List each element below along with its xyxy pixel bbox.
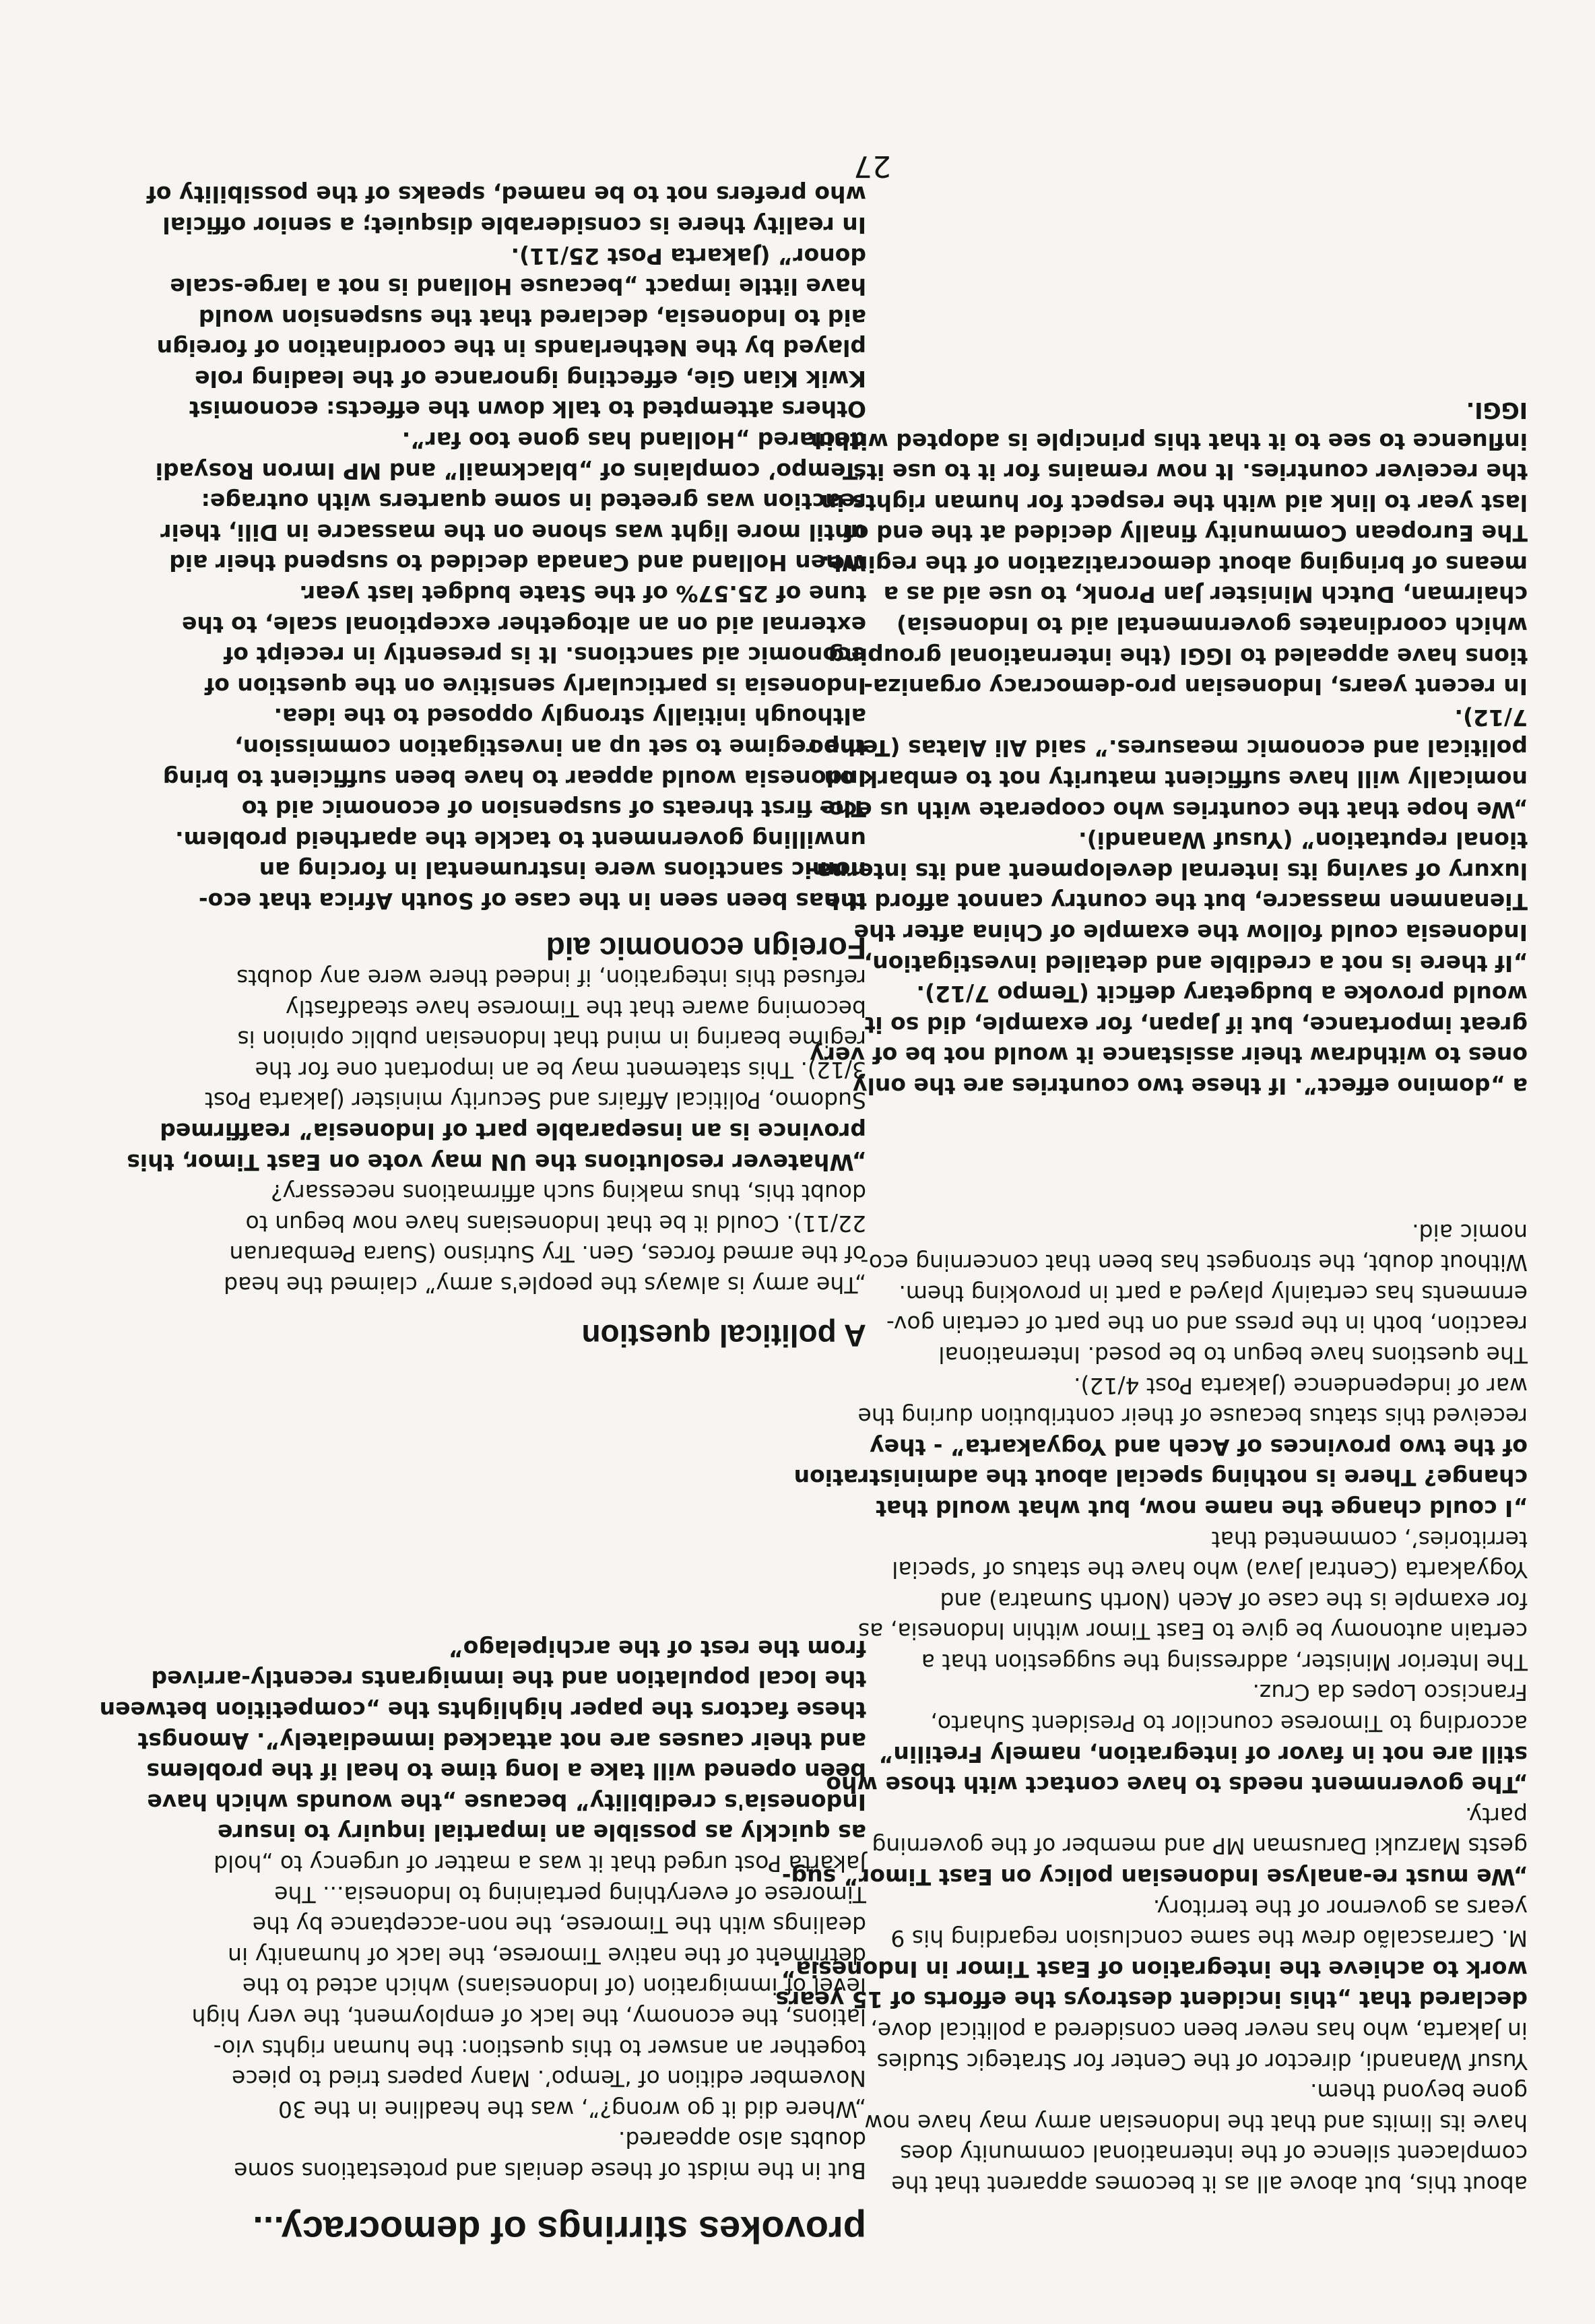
text-line: Francisco Lopes da Cruz. [1252,1679,1528,1706]
text-line: Sudomo, Political Affairs and Security minister (Jakarta Post [205,1087,866,1114]
text-line: for example is the case of Aceh (North Sumatra) and [940,1587,1528,1614]
text-line: external aid on an altogether exceptional scale, to the [181,611,866,638]
text-line: Kwik Kian Gie, effecting ignorance of the leading role [195,365,866,392]
text-line: war of independence (Jakarta Post 4/12). [1074,1372,1528,1399]
text-line: change? There is nothing special about the administration [793,1464,1528,1491]
text-line: luxury of saving its internal development and its interna- [807,858,1528,884]
text-line: which coordinates governmental aid to Indonesia) [897,612,1528,639]
text-line: „The government needs to have contact with those who [826,1772,1528,1799]
text-line: of the two provinces of Aceh and Yogyakarta” - they [870,1433,1528,1460]
text-line: a „domino effect”. If these two countries are the only [853,1073,1528,1099]
text-line: ones to withdraw their assistance it would not be of very [810,1042,1528,1069]
headline: provokes stirrings of democracy... [253,2209,866,2251]
text-line: work to achieve the integration of East Timor in Indonesia”. [773,1956,1528,1982]
text-line: Indonesia would appear to have been sufficient to bring [162,765,866,792]
text-line: although initially strongly opposed to the idea. [273,703,866,730]
text-line: together an answer to this question: the human rights vio- [213,2034,866,2061]
text-line: of the armed forces, Gen. Try Sutrisno (Suara Pembaruan [229,1241,866,1268]
text-line: dealings with the Timorese, the non-acceptance by the [252,1912,866,1939]
text-line: declared „Holland has gone too far”. [401,427,866,454]
text-line: Yusuf Wanandi, director of the Center for Strategic Studies [876,2048,1528,2075]
right-column-upper [767,1217,1528,2199]
text-line: economic aid sanctions. It is presently in receipt of [223,642,866,669]
text-line: chairman, Dutch Minister Jan Pronk, to use aid as a [883,581,1528,608]
text-line: 3/12). This statement may be an important one for the [255,1056,866,1083]
text-line: detriment of the native Timorese, the lack of humanity in [228,1942,866,1969]
text-line: nomically will have sufficient maturity not to embark on [824,766,1528,793]
text-line: have its limits and that the Indonesian army may have now [864,2109,1528,2136]
text-line: aid to Indonesia, declared that the suspension would [198,304,866,331]
text-line: Indonesia could follow the example of China after the [853,919,1528,946]
text-line: doubts also appeared. [618,2127,866,2154]
text-line: received this status because of their contribution during the [857,1403,1528,1430]
text-line: 22/11). Could it be that Indonesians have now begun to [245,1210,866,1237]
text-line: „The army is always the people's army” claimed the head [224,1272,866,1298]
text-line: from the rest of the archipelago” [448,1635,866,1662]
text-line: lations, the economy, the lack of employment, the very high [191,2004,866,2031]
text-line: The first threats of suspension of economic aid to [241,796,866,822]
text-line: last year to link aid with the respect for human rights in [820,489,1528,516]
text-line: would provoke a budgetary deficit (Tempo 7/12). [916,981,1528,1008]
text-line: refused this integration, if indeed there were any doubts [236,965,866,992]
text-line: The Interior Minister, addressing the suggestion that a [921,1648,1528,1675]
text-line: years as governor of the territory. [1152,1894,1528,1921]
text-line: Jakarta Post urged that it was a matter of urgency to „hold [214,1850,866,1877]
text-line: unwilling government to tackle the apartheid problem. [175,826,866,853]
text-line: province is an inseparable part of Indonesia” reaffirmed [160,1118,866,1145]
text-line: IGGI. [1466,397,1528,424]
text-line: nomic aid. [1412,1219,1528,1246]
text-line: territories’, commented that [1211,1526,1528,1553]
text-line: tune of 25.57% of the State budget last year. [299,581,866,608]
text-line: been opened will take a long time to heal if the problems [146,1758,866,1785]
text-line: 7/12). [1454,704,1528,731]
text-line: Yogyakarta (Central Java) who have the status of ‘special [892,1557,1528,1584]
text-line: Others attempted to talk down the effects: economist [189,396,866,423]
text-line: November edition of ‘Tempo’. Many papers tried to piece [232,2065,866,2092]
text-line: donor” (Jakarta Post 25/11). [511,243,866,269]
text-line: reaction was greeted in some quarters with outrage: [201,488,866,515]
text-line: In recent years, Indonesian pro-democracy organiza- [864,674,1528,701]
text-line: until more light was shone on the massacre in Dili, their [160,519,866,546]
text-line: reaction, both in the press and on the part of certain gov- [886,1311,1528,1338]
text-line: still are not in favor of integration, namely Fretilin” [878,1741,1528,1768]
text-line: means of bringing about democratization of the regime. [821,550,1528,577]
text-line: regime bearing in mind that Indonesian public opinion is [237,1026,866,1053]
text-line: who prefers not to be named, speaks of the possibility of [146,181,866,208]
left-column-intro [65,1633,866,2186]
text-line: Without doubt, the strongest has been that concerning eco- [860,1250,1528,1277]
text-line: party. [1465,1802,1528,1829]
text-line: gests Marzuki Darusman MP and member of the governing [872,1833,1528,1860]
page-number: 27 [853,149,891,183]
text-line: doubt this, thus making such affirmations necessary? [271,1180,866,1206]
text-line: great importance, but if Japan, for example, did so it [864,1011,1528,1038]
text-line: In reality there is considerable disquiet; a senior official [162,212,866,238]
text-line: „I could change the name now, but what would that [876,1495,1528,1522]
text-line: „If there is not a credible and detailed investigation, [864,950,1528,977]
text-line: Timorese of everything pertaining to Indonesia... The [274,1881,866,1908]
text-line: according to Timorese councilor to President Suharto, [930,1710,1528,1737]
text-line: and their causes are not attacked immediately”. Amongst [137,1727,866,1754]
text-line: as quickly as possible an impartial inquiry to insure [217,1819,866,1846]
text-line: played by the Netherlands in the coordination of foreign [156,335,866,362]
text-line: political and economic measures.” said Ali Alatas (Tempo [808,735,1528,762]
text-line: the receiver countries. It now remains for it to use its [853,459,1528,486]
text-line: Tienanmen massacre, but the country cannot afford the [825,889,1528,915]
text-line: tional reputation” (Yusuf Wanandi). [1078,827,1528,854]
text-line: ernments has certainly played a part in provoking them. [899,1280,1528,1307]
right-column-lower [767,395,1528,1101]
text-line: M. Carrascalão drew the same conclusion regarding his 9 [890,1925,1528,1952]
text-line: tions have appealed to IGGI (the international grouping [828,643,1528,670]
left-column-economic [65,179,866,916]
text-line: the local population and the immigrants recently-arrived [151,1666,866,1693]
text-line: „We must re-analyse Indonesian policy on East Timor” sug- [781,1864,1528,1891]
text-line: Indonesia's credibility” because „the wounds which have [147,1788,866,1815]
text-line: gone beyond them. [1310,2079,1528,2106]
text-line: nomic sanctions were instrumental in forcing an [259,857,866,884]
text-line: influence to see to it that this principle is adopted within [810,428,1528,455]
text-line: „We hope that the countries who cooperate with us eco- [819,796,1528,823]
text-line: certain autonomy be give to East Timor within Indonesia, as [857,1618,1528,1645]
text-line: When Holland and Canada decided to suspend their aid [169,550,866,577]
text-line: The European Community finally decided at the end of [843,520,1528,547]
text-line: Indonesia is particularly sensitive on the question of [204,672,866,699]
text-line: level of immigration (of Indonesians) which acted to the [242,1973,866,2000]
text-line: „Whatever resolutions the UN may vote on East Timor, this [127,1149,866,1175]
text-line: these factors the paper highlights the „competition between [99,1697,866,1724]
text-line: in Jakarta, who has never been considered a political dove, [870,2018,1528,2044]
text-line: But in the midst of these denials and protestations some [234,2158,866,2184]
text-line: „Where did it go wrong?”, was the headline in the 30 [278,2096,866,2123]
text-line: becoming aware that the Timorese have steadfastly [286,995,866,1022]
text-line: the regime to set up an investigation commission, [234,734,866,761]
text-line: It has been seen in the case of South Africa that eco- [198,888,866,914]
text-line: have little impact „because Holland is not a large-scale [170,273,866,300]
subheading-political-question: A political question [581,1318,866,1353]
left-column-political [65,962,866,1300]
text-line: The questions have begun to be posed. International [938,1341,1528,1368]
text-line: ‘Tempo’ complains of „blackmail” and MP Imron Rosyadi [155,457,866,484]
text-line: declared that „this incident destroys the efforts of 15 years [775,1987,1528,2013]
text-line: about this, but above all as it becomes apparent that the [891,2171,1528,2197]
text-line: complacent silence of the international community does [900,2140,1528,2167]
subheading-foreign-economic-aid: Foreign economic aid [546,931,866,966]
